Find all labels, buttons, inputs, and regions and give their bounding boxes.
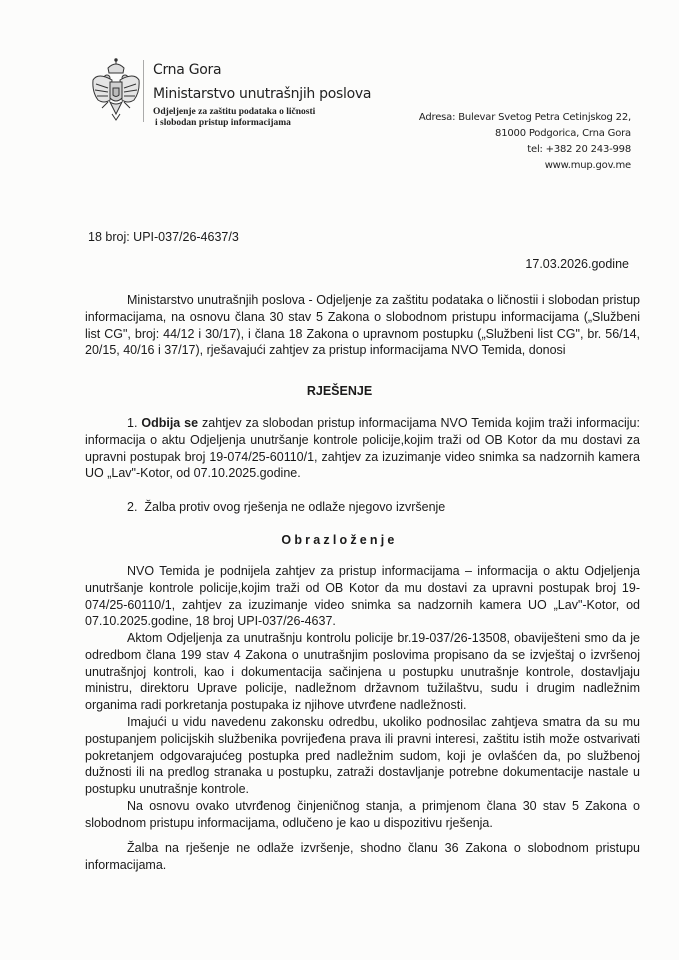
decision-title: RJEŠENJE	[306, 384, 373, 398]
address-block	[419, 110, 631, 174]
montenegro-coat-of-arms-icon	[90, 58, 142, 124]
address-phone: tel: +382 20 243-998	[527, 144, 631, 155]
address-city: 81000 Podgorica, Crna Gora	[495, 128, 631, 139]
reasoning-paragraph-3: Imajući u vidu navedenu zakonsku odredbu, ukoliko podnosilac zahtjeva smatra da su mu postupanjem policijskih službenika povrijeđena prava ili pravni interesi, zaštitu istih može ostvarivati pokretanjem odgovarajućeg postupka pred nadležnim sudom, koji je ovlašćen da, po službenoj dužnosti ili na predlog stranaka u postupku, zatraži dostavljanje potrebne dokumentacije nastale u postupku unutrašnje kontrole.	[85, 715, 640, 797]
decision-item-bold-lead: Odbija se	[141, 416, 199, 430]
department-line-2: i slobodan pristup informacijama	[155, 118, 291, 128]
reasoning-paragraph-5: Žalba na rješenje ne odlaže izvršenje, shodno članu 36 Zakona o slobodnom pristupu informacijama.	[85, 841, 640, 872]
decision-item-text: Žalba protiv ovog rješenja ne odlaže njegovo izvršenje	[144, 500, 446, 514]
header-divider	[143, 60, 144, 122]
department-name	[153, 107, 315, 129]
decision-item-2	[85, 499, 640, 516]
decision-item-number: 2.	[127, 500, 138, 514]
decision-item-1	[85, 415, 640, 482]
reference-number: 18 broj: UPI-037/26-4637/3	[88, 230, 239, 244]
address-street: Adresa: Bulevar Svetog Petra Cetinjskog 22,	[418, 112, 631, 123]
document-date: 17.03.2026.godine	[525, 257, 629, 271]
decision-item-number: 1.	[127, 416, 138, 430]
address-website: www.mup.gov.me	[544, 160, 631, 171]
decision-item-text: zahtjev za slobodan pristup informacijama NVO Temida kojim traži informaciju: informacija o aktu Odjeljenja unutršanje kontrole policije,kojim traži od OB Kotor da mu dostavi za upravni postupak broj 19-074/25-60110/1, zahtjev za izuzimanje video snimka sa nadzornih kamera UO „Lav"-Kotor, od 07.10.2025.godine.	[85, 416, 640, 481]
country-name: Crna Gora	[153, 62, 222, 78]
reasoning-paragraph-1: NVO Temida je podnijela zahtjev za pristup informacijama – informacija o aktu Odjeljenja unutršanje kontrole policije,kojim traži od OB Kotor da mu dostavi za upravni postupak broj 19-074/25-60110/1, zahtjev za izuzimanje video snimka sa nadzornih kamera UO „Lav"-Kotor, od 07.10.2025.godine, 18 broj UPI-037/26-4637.	[85, 564, 640, 629]
reasoning-paragraph-4: Na osnovu ovako utvrđenog činjeničnog stanja, a primjenom člana 30 stav 5 Zakona o slobodnom pristupu informacijama, odlučeno je kao u dispozitivu rješenja.	[85, 799, 640, 830]
preamble-paragraph: Ministarstvo unutrašnjih poslova - Odjeljenje za zaštitu podataka o ličnostii i slobodan pristup informacijama, na osnovu člana 30 stav 5 Zakona o slobodnom pristupu informacijama („Službeni list CG", broj: 44/12 i 30/17), i člana 18 Zakona o upravnom postupku („Službeni list CG", br. 56/14, 20/15, 40/16 i 37/17), rješavajući zahtjev za pristup informacijama NVO Temida, donosi	[85, 293, 640, 358]
ministry-name: Ministarstvo unutrašnjih poslova	[153, 86, 372, 102]
department-line-1: Odjeljenje za zaštitu podataka o ličnosti	[153, 107, 316, 117]
reasoning-title: Obrazloženje	[281, 533, 398, 547]
reasoning-paragraph-2: Aktom Odjeljenja za unutrašnju kontrolu policije br.19-037/26-13508, obaviješteni smo da je odredbom člana 199 stav 4 Zakona o unutrašnjim poslovima propisano da se izvještaj o izvršenoj unutrašnjoj kontroli, kao i dokumentacija sačinjena u postupku unutrašnje kontrole, dostavljaju ministru, direktoru Uprave policije, nadležnom državnom tužilaštvu, sudu i drugim nadležnim organima radi porkretanja postupaka iz njihove utvrđene nadležnosti.	[85, 631, 640, 713]
